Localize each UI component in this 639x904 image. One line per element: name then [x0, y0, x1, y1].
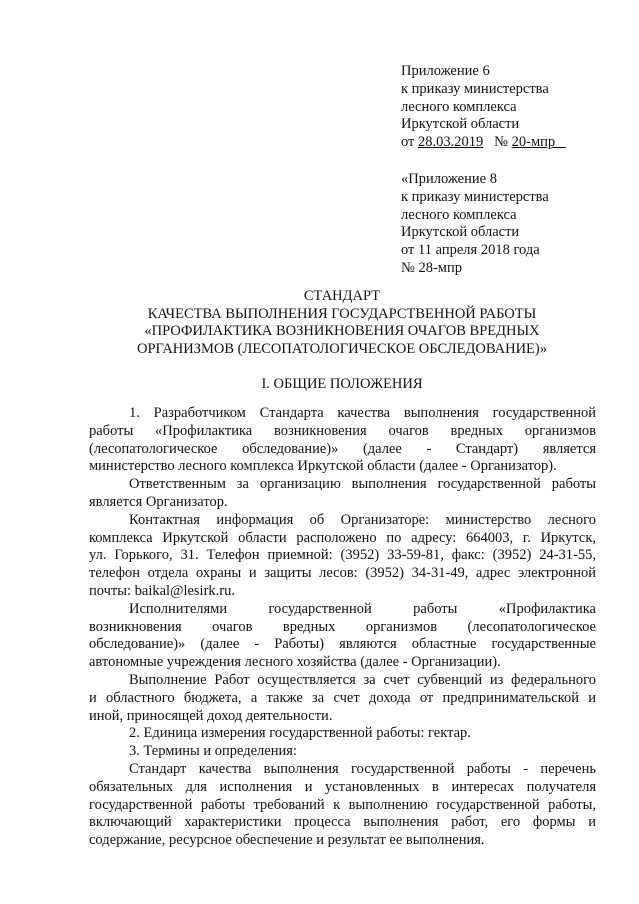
text-line: 2. Единица измерения государственной работы: гектар. — [129, 725, 471, 742]
text-line: работы «Профилактика возникновения очагов вредных организмов — [89, 422, 596, 439]
appendix-6-header — [401, 63, 566, 152]
appendix-8-date-line: от 11 апреля 2018 года — [401, 242, 540, 259]
text-line: обследование)» (далее - Работы) являются областные государственные — [89, 636, 596, 653]
appendix-6-number-prefix: № — [494, 134, 512, 151]
appendix-6-date: 28.03.2019 — [418, 134, 484, 151]
text-line: 1. Разработчиком Стандарта качества выполнения государственной — [129, 405, 596, 421]
body-text — [89, 405, 596, 850]
appendix-6-order-line: к приказу министерства — [401, 80, 549, 97]
text-line: обязательных для исполнения и установленных в интересах получателя — [89, 778, 596, 795]
appendix-8-title: «Приложение 8 — [401, 171, 497, 187]
title-line: КАЧЕСТВА ВЫПОЛНЕНИЯ ГОСУДАРСТВЕННОЙ РАБОТЫ — [147, 305, 537, 322]
text-line: ул. Горького, 31. Телефон приемной: (3952) 33-59-81, факс: (3952) 24-31-55, — [89, 547, 596, 564]
paragraph-executors — [89, 601, 596, 672]
text-line: и областного бюджета, а также за счет дохода от предпринимательской и — [89, 689, 596, 706]
text-line: телефон отдела охраны и защиты лесов: (3952) 34-31-49, адрес электронной — [89, 565, 596, 582]
appendix-8-number-line: № 28-мпр — [401, 259, 462, 276]
text-line: Контактная информация об Организаторе: министерство лесного — [129, 511, 596, 528]
text-line: почты: baikal@lesirk.ru. — [89, 582, 235, 599]
appendix-6-title: Приложение 6 — [401, 63, 490, 79]
text-line: возникновения очагов вредных организмов (лесопатологическое — [89, 618, 596, 635]
title-line: СТАНДАРТ — [303, 288, 381, 304]
appendix-8-header — [401, 171, 549, 278]
paragraph-definition — [89, 761, 596, 850]
text-line: Ответственным за организацию выполнения государственной работы — [129, 476, 596, 493]
appendix-6-number: 20-мпр — [511, 134, 567, 151]
text-line: государственной работы требований к выполнению государственной работы, — [89, 796, 596, 813]
paragraph-funding — [89, 672, 596, 725]
paragraph-unit — [89, 725, 596, 743]
document-title — [88, 288, 596, 358]
text-line: комплекса Иркутской области расположено по адресу: 664003, г. Иркутск, — [89, 529, 596, 546]
appendix-6-region-line: Иркутской области — [401, 116, 520, 133]
paragraph-developer — [89, 405, 596, 476]
text-line: 3. Термины и определения: — [129, 743, 297, 760]
paragraph-terms-heading — [89, 743, 596, 761]
text-line: автономные учреждения лесного хозяйства (далее - Организации). — [89, 654, 501, 671]
title-line: ОРГАНИЗМОВ (ЛЕСОПАТОЛОГИЧЕСКОЕ ОБСЛЕДОВАНИЕ)» — [137, 340, 547, 357]
appendix-8-order-line: к приказу министерства — [401, 188, 549, 205]
text-line: иной, приносящей доход деятельности. — [89, 707, 333, 724]
appendix-6-date-number-line — [401, 134, 566, 152]
text-line: Исполнителями государственной работы «Профилактика — [129, 600, 596, 617]
appendix-6-date-prefix: от — [401, 134, 419, 151]
text-line: министерство лесного комплекса Иркутской области (далее - Организатор). — [89, 458, 557, 475]
title-line: «ПРОФИЛАКТИКА ВОЗНИКНОВЕНИЯ ОЧАГОВ ВРЕДНЫХ — [144, 323, 540, 340]
text-line: содержание, ресурсное обеспечение и результат ее выполнения. — [89, 832, 485, 849]
text-line: является Организатор. — [89, 493, 228, 510]
section-heading: I. ОБЩИЕ ПОЛОЖЕНИЯ — [261, 376, 423, 392]
paragraph-responsible — [89, 476, 596, 512]
appendix-8-ministry-line: лесного комплекса — [401, 206, 517, 223]
paragraph-contacts — [89, 512, 596, 601]
text-line: включающий характеристики процесса выполнения работ, его формы и — [89, 814, 596, 831]
text-line: Выполнение Работ осуществляется за счет субвенций из федерального — [129, 671, 596, 688]
appendix-8-region-line: Иркутской области — [401, 224, 520, 241]
appendix-6-ministry-line: лесного комплекса — [401, 98, 517, 115]
text-line: (лесопатологическое обследование)» (далее - Стандарт) является — [89, 440, 596, 457]
text-line: Стандарт качества выполнения государственной работы - перечень — [129, 760, 596, 777]
